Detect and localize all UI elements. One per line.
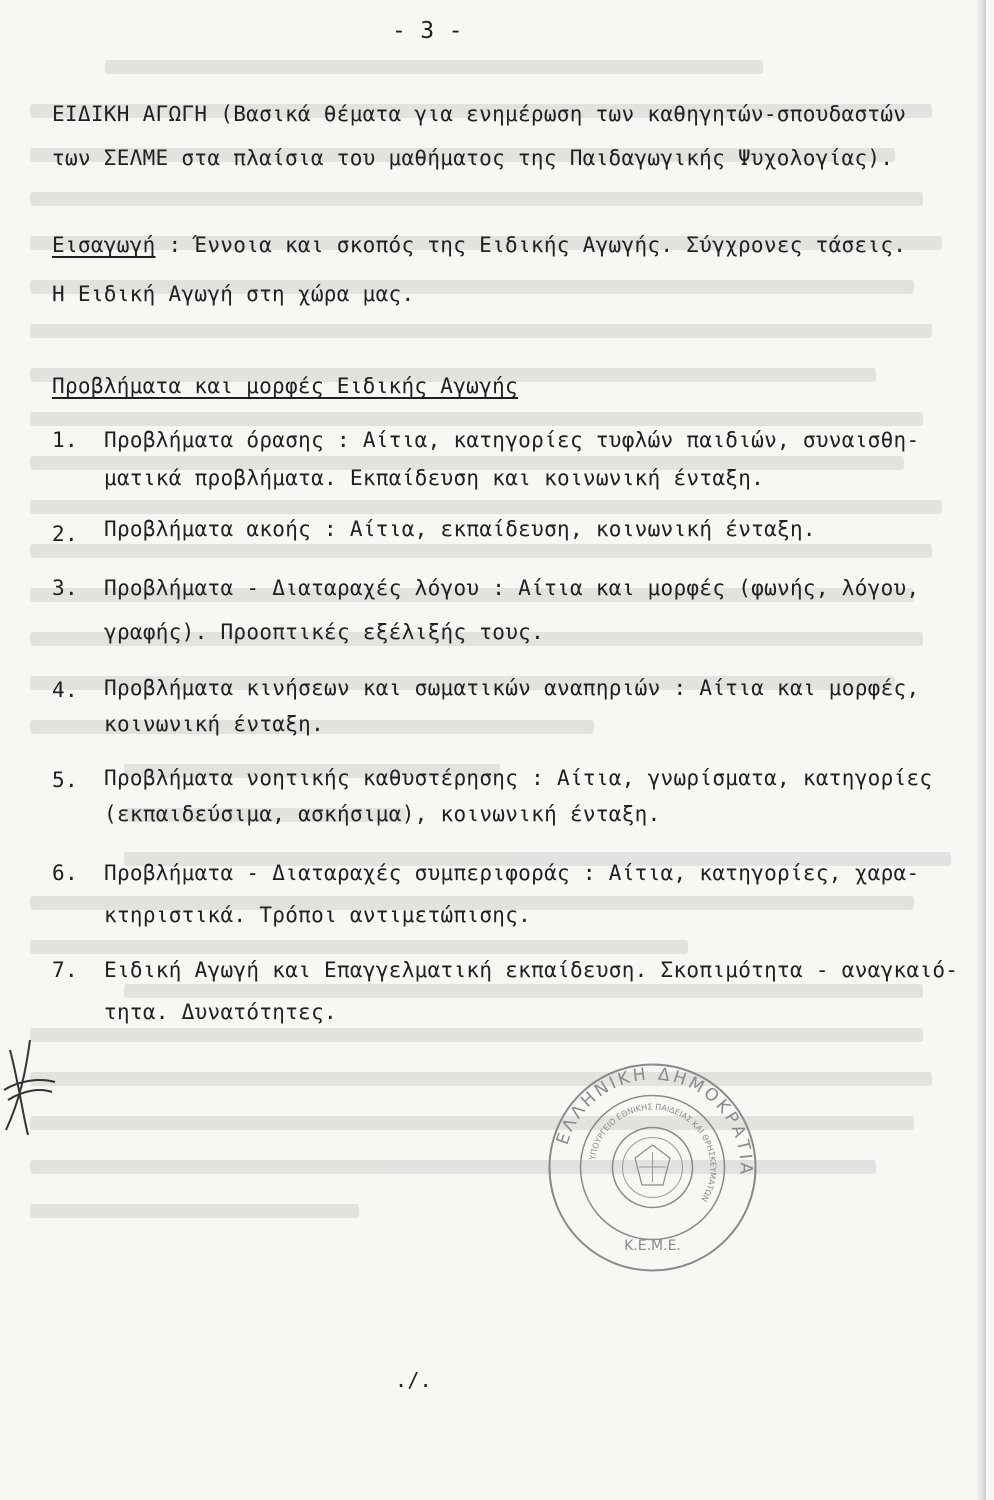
item-6-line-2: κτηριστικά. Τρόποι αντιμετώπισης. — [104, 903, 532, 927]
item-7-line-2: τητα. Δυνατότητες. — [104, 1000, 337, 1024]
stamp-inner-text: ΥΠΟΥΡΓΕΙΟ ΕΘΝΙΚΗΣ ΠΑΙΔΕΙΑΣ ΚΑΙ ΘΡΗΣΚΕΥΜΑΤΩΝ — [587, 1102, 718, 1204]
official-stamp — [545, 1060, 760, 1275]
item-number: 5. — [52, 768, 78, 792]
stamp-outer-text: ΕΛΛΗΝΙΚΗ ΔΗΜΟΚΡΑΤΙΑ — [552, 1064, 756, 1178]
item-3-line-2: γραφής). Προοπτικές εξέλιξής τους. — [104, 620, 545, 644]
item-number: 3. — [52, 576, 78, 600]
item-1-line-1: Προβλήματα όρασης : Αίτια, κατηγορίες τυφλών παιδιών, συναισθη- — [104, 428, 920, 452]
stamp-bottom-text: Κ.Ε.Μ.Ε. — [624, 1238, 681, 1254]
heading-line-2: των ΣΕΛΜΕ στα πλαίσια του μαθήματος της Παιδαγωγικής Ψυχολογίας). — [52, 146, 894, 170]
item-3-line-1: Προβλήματα - Διαταραχές λόγου : Αίτια και μορφές (φωνής, λόγου, — [104, 576, 920, 600]
item-5-line-1: Προβλήματα νοητικής καθυστέρησης : Αίτια, γνωρίσματα, κατηγορίες — [104, 766, 933, 790]
page-edge-shadow — [976, 0, 986, 1500]
item-number: 1. — [52, 428, 78, 452]
item-4-line-2: κοινωνική ένταξη. — [104, 712, 325, 736]
heading-line-1: ΕΙΔΙΚΗ ΑΓΩΓΗ (Βασικά θέματα για ενημέρωση των καθηγητών-σπουδαστών — [52, 102, 907, 126]
item-6-line-1: Προβλήματα - Διαταραχές συμπεριφοράς : Αίτια, κατηγορίες, χαρα- — [104, 861, 920, 885]
intro-text: : Έννοια και σκοπός της Ειδικής Αγωγής. Σύγχρονες τάσεις. — [155, 233, 907, 257]
intro-label: Εισαγωγή — [52, 233, 156, 257]
handwritten-mark — [0, 1030, 60, 1140]
intro-line-1 — [52, 233, 906, 257]
item-2-line-1: Προβλήματα ακοής : Αίτια, εκπαίδευση, κοινωνική ένταξη. — [104, 517, 816, 541]
item-number: 4. — [52, 678, 78, 702]
item-number: 7. — [52, 958, 78, 982]
item-4-line-1: Προβλήματα κινήσεων και σωματικών αναπηριών : Αίτια και μορφές, — [104, 676, 920, 700]
item-7-line-1: Ειδική Αγωγή και Επαγγελματική εκπαίδευση. Σκοπιμότητα - αναγκαιό- — [104, 958, 959, 982]
page-number: - 3 - — [392, 18, 463, 44]
item-number: 6. — [52, 861, 78, 885]
section-title: Προβλήματα και μορφές Ειδικής Αγωγής — [52, 374, 518, 398]
intro-line-2: Η Ειδική Αγωγή στη χώρα μας. — [52, 282, 415, 306]
end-mark: ./. — [395, 1368, 433, 1392]
item-5-line-2: (εκπαιδεύσιμα, ασκήσιμα), κοινωνική ένταξη. — [104, 802, 661, 826]
svg-text:ΕΛΛΗΝΙΚΗ ΔΗΜΟΚΡΑΤΙΑ — [553, 1064, 756, 1177]
item-number: 2. — [52, 522, 78, 546]
item-1-line-2: ματικά προβλήματα. Εκπαίδευση και κοινωνική ένταξη. — [104, 466, 765, 490]
